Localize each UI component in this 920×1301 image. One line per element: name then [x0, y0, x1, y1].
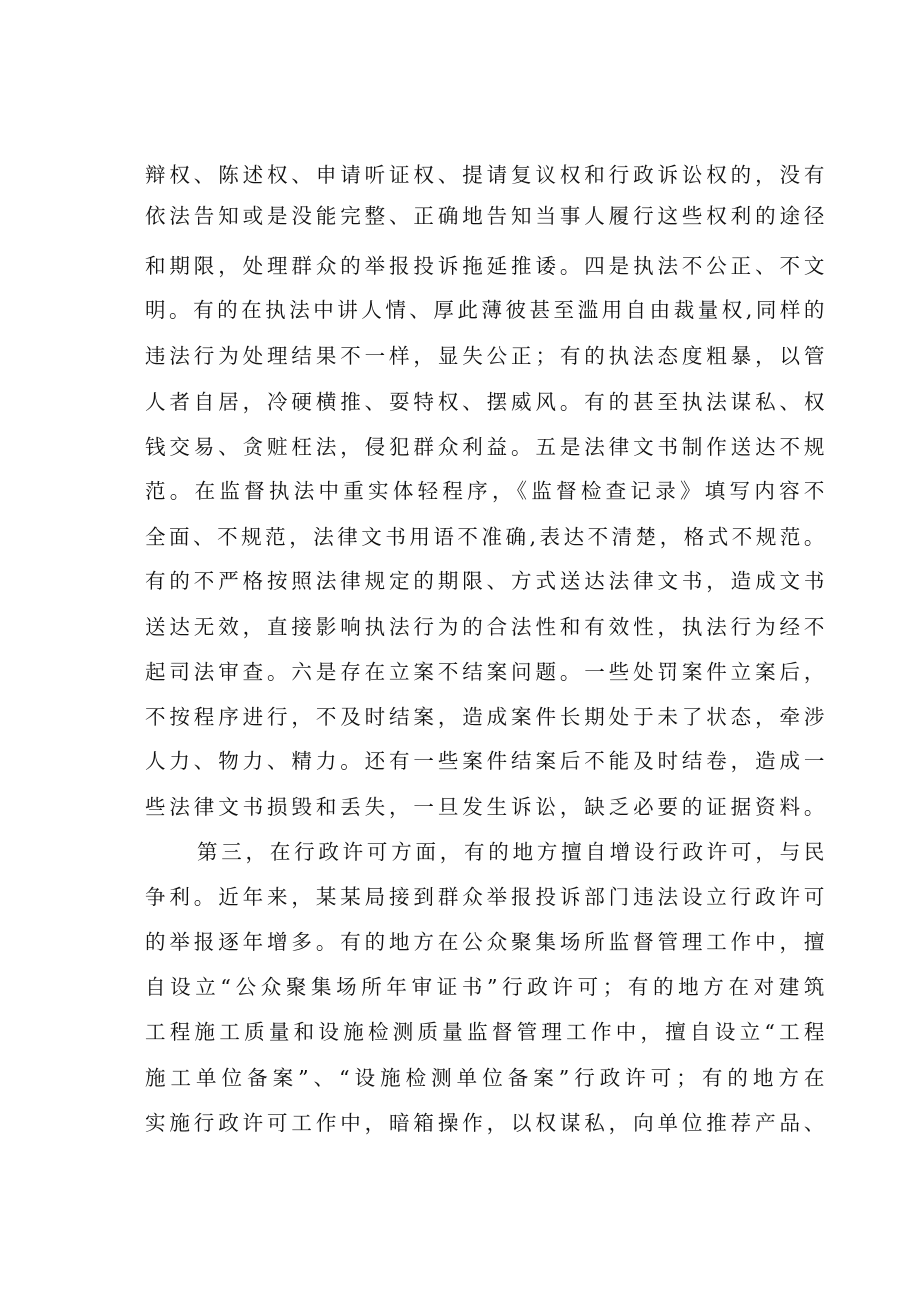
text-line: 工程施工质量和设施检测质量监督管理工作中，擅自设立“工程: [145, 1020, 825, 1044]
text-line: 和期限，处理群众的举报投诉拖延推诿。四是执法不公正、不文: [145, 254, 825, 278]
text-line: 有的不严格按照法律规定的期限、方式送达法律文书，造成文书: [145, 569, 825, 593]
text-line: 自设立“公众聚集场所年审证书”行政许可；有的地方在对建筑: [145, 975, 825, 999]
text-line: 的举报逐年增多。有的地方在公众聚集场所监督管理工作中，擅: [145, 930, 825, 954]
text-line: 送达无效，直接影响执法行为的合法性和有效性，执法行为经不: [145, 615, 825, 639]
text-line: 范。在监督执法中重实体轻程序，《监督检查记录》填写内容不: [145, 479, 825, 503]
text-line: 争利。近年来，某某局接到群众举报投诉部门违法设立行政许可: [145, 885, 825, 909]
text-line: 人者自居，冷硬横推、耍特权、摆威风。有的甚至执法谋私、权: [145, 390, 825, 414]
text-line: 明。有的在执法中讲人情、厚此薄彼甚至滥用自由裁量权,同样的: [145, 298, 825, 322]
text-line: 违法行为处理结果不一样，显失公正；有的执法态度粗暴，以管: [145, 344, 825, 368]
text-line: 钱交易、贪赃枉法，侵犯群众利益。五是法律文书制作送达不规: [145, 435, 825, 459]
text-line: 些法律文书损毁和丢失，一旦发生诉讼，缺乏必要的证据资料。: [145, 795, 825, 819]
paragraph-first-line: 第三，在行政许可方面，有的地方擅自增设行政许可，与民: [197, 840, 825, 864]
text-line: 人力、物力、精力。还有一些案件结案后不能及时结卷，造成一: [145, 749, 825, 773]
text-line: 依法告知或是没能完整、正确地告知当事人履行这些权利的途径: [145, 204, 825, 228]
text-line: 施工单位备案”、“设施检测单位备案”行政许可；有的地方在: [145, 1066, 825, 1090]
text-line: 辩权、陈述权、申请听证权、提请复议权和行政诉讼权的，没有: [145, 163, 825, 187]
text-line: 实施行政许可工作中，暗箱操作，以权谋私，向单位推荐产品、: [145, 1111, 825, 1135]
text-line: 全面、不规范，法律文书用语不准确,表达不清楚，格式不规范。: [145, 525, 825, 549]
text-line: 不按程序进行，不及时结案，造成案件长期处于未了状态，牵涉: [145, 705, 825, 729]
text-line: 起司法审查。六是存在立案不结案问题。一些处罚案件立案后，: [145, 660, 825, 684]
